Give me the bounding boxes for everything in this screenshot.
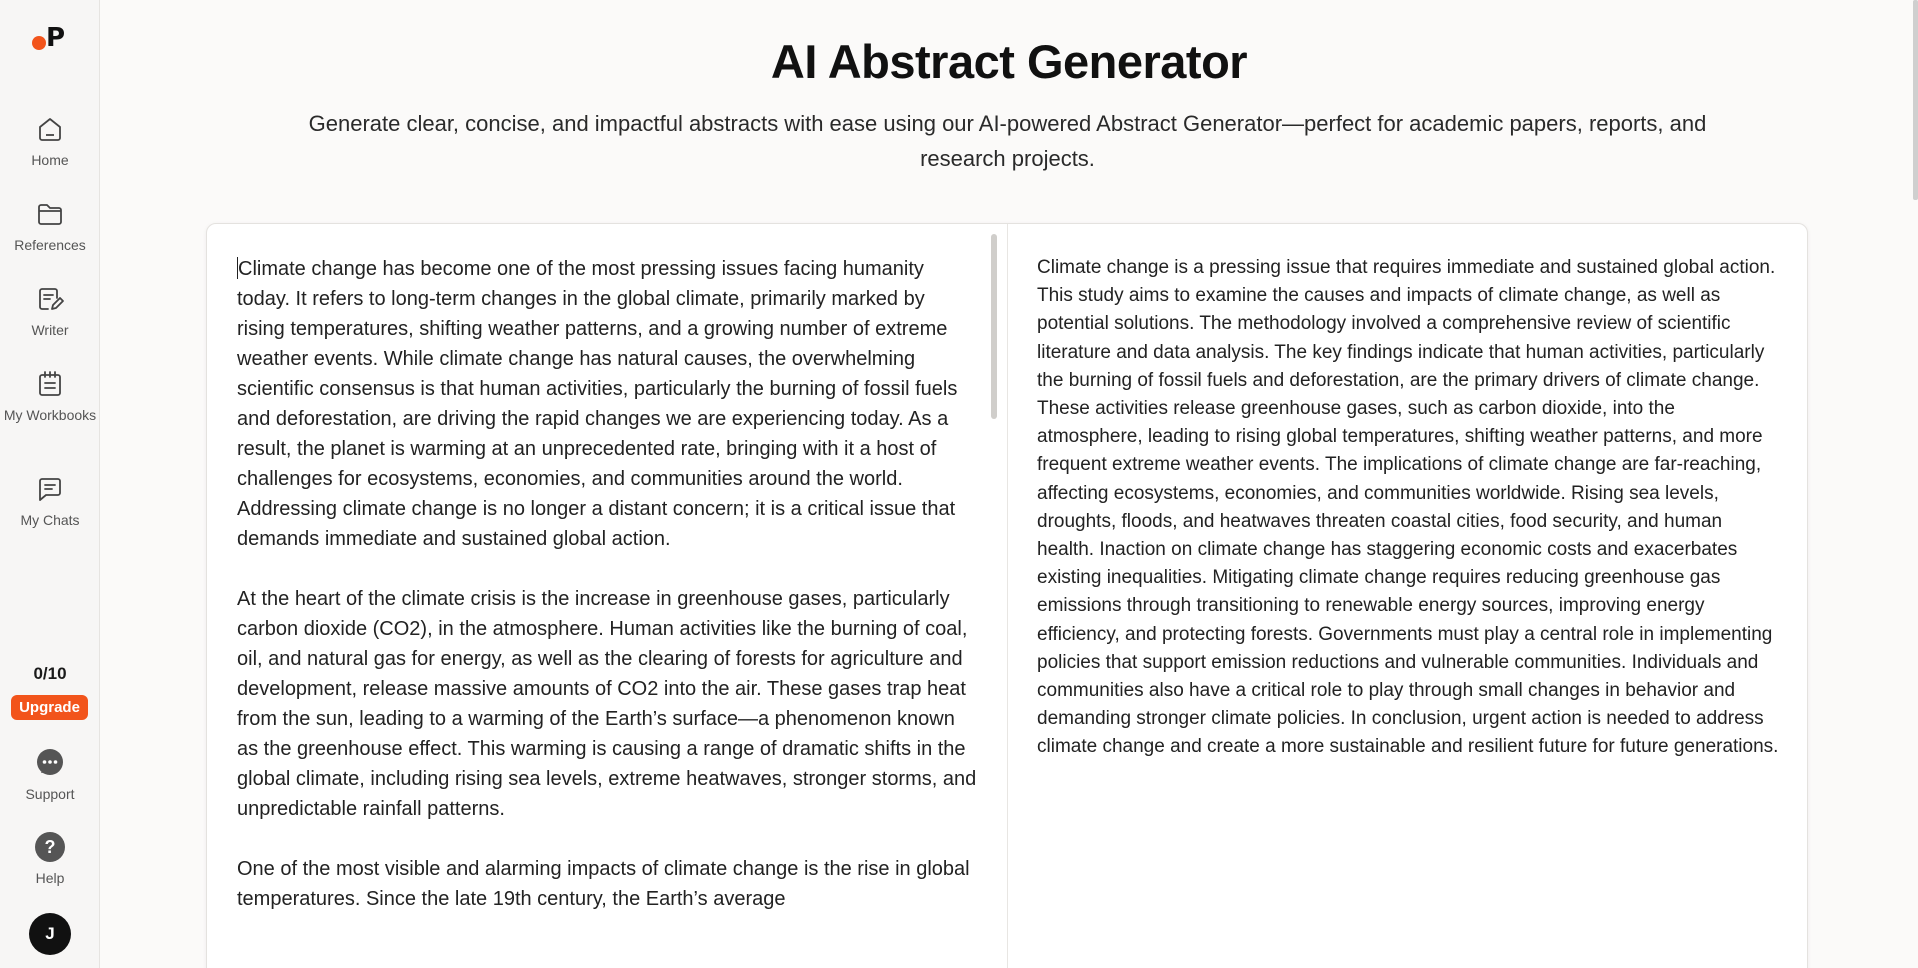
sidebar-item-references[interactable] — [0, 199, 100, 255]
pane-divider — [1007, 224, 1008, 968]
sidebar-item-my-workbooks[interactable] — [0, 369, 100, 425]
sidebar-item-label: My Chats — [20, 512, 80, 528]
folder-icon — [35, 199, 65, 229]
help-label: Help — [35, 870, 65, 886]
input-paragraph: At the heart of the climate crisis is the increase in greenhouse gases, particularly carbon dioxide (CO2), in the atmosphere. Human activities like the burning of coal, oil, and natural gas for energy, as well as the clearing of forests for agriculture and development, release massive amounts of CO2 into the air. These gases trap heat from the sun, leading to a warming of the Earth’s surface—a phenomenon known as the greenhouse effect. This warming is causing a range of dramatic shifts in the global climate, including rising sea levels, extreme heatwaves, stronger storms, and unpredictable rainfall patterns. — [237, 588, 977, 820]
edit-document-icon — [35, 284, 65, 314]
avatar[interactable]: J — [29, 913, 71, 955]
help-icon: ? — [35, 832, 65, 862]
workbook-icon — [35, 369, 65, 399]
sidebar-item-label: My Workbooks — [3, 407, 97, 423]
page-title: AI Abstract Generator — [770, 35, 1248, 88]
help-button[interactable] — [0, 832, 100, 888]
input-scrollbar[interactable] — [991, 234, 997, 419]
input-paragraph: One of the most visible and alarming impacts of climate change is the rise in global temperatures. Since the late 19th century, the Earth’s average — [237, 858, 970, 910]
sidebar-item-label: Writer — [31, 322, 69, 338]
credits-counter: 0/10 — [33, 664, 67, 683]
sidebar-item-label: Home — [31, 152, 69, 168]
upgrade-button[interactable]: Upgrade — [11, 695, 88, 720]
support-button[interactable] — [0, 748, 100, 804]
generated-abstract-output[interactable]: Climate change is a pressing issue that requires immediate and sustained global action. This study aims to examine the causes and impacts of climate change, as well as potential solutions. The methodology involved a comprehensive review of scientific literature and data analysis. The key findings indicate that human activities, particularly the burning of fossil fuels and deforestation, are the primary drivers of climate change. These activities release greenhouse gases, such as carbon dioxide, into the atmosphere, leading to rising global temperatures, shifting weather patterns, and more frequent extreme weather events. The implications of climate change are far-reaching, affecting ecosystems, economies, and communities worldwide. Rising sea levels, droughts, floods, and heatwaves threaten coastal cities, food security, and human health. Inaction on climate change has staggering economic costs and exacerbates existing inequalities. Mitigating climate change requires reducing greenhouse gas emissions through transitioning to renewable energy sources, improving energy efficiency, and protecting forests. Governments must play a central role in implementing policies that support emission reductions and vulnerable communities. Individuals and communities also have a critical role to play through small changes in behavior and demanding stronger climate policies. In conclusion, urgent action is needed to address climate change and create a more sustainable and resilient future for future generations. — [1037, 257, 1779, 758]
logo-dot — [32, 36, 46, 50]
chat-icon — [35, 474, 65, 504]
support-label: Support — [25, 786, 75, 802]
page-subtitle: Generate clear, concise, and impactful abstracts with ease using our AI-powered Abstract Generator—perfect for academic papers, reports, and research projects. — [308, 111, 1707, 171]
sidebar-item-home[interactable] — [0, 114, 100, 170]
logo-letter: P — [46, 23, 66, 53]
home-icon — [35, 114, 65, 144]
sidebar-item-writer[interactable] — [0, 284, 100, 340]
sidebar — [0, 0, 100, 968]
input-text-area[interactable] — [237, 254, 977, 968]
sidebar-item-my-chats[interactable] — [0, 474, 100, 530]
page-scrollbar[interactable] — [1913, 0, 1918, 200]
sidebar-item-label: References — [14, 237, 86, 253]
input-paragraph: Climate change has become one of the most pressing issues facing humanity today. It refers to long-term changes in the global climate, primarily marked by rising temperatures, shifting weather patterns, and a growing number of extreme weather events. While climate change has natural causes, the overwhelming scientific consensus is that human activities, particularly the burning of fossil fuels and deforestation, are driving the rapid changes we are experiencing today. As a result, the planet is warming at an unprecedented rate, bringing with it a host of challenges for ecosystems, economies, and communities around the world. Addressing climate change is no longer a distant concern; it is a critical issue that demands immediate and sustained global action. — [237, 258, 958, 550]
support-chat-icon — [35, 748, 65, 778]
abstract-generator-card — [206, 223, 1808, 968]
app-logo[interactable] — [30, 24, 70, 52]
